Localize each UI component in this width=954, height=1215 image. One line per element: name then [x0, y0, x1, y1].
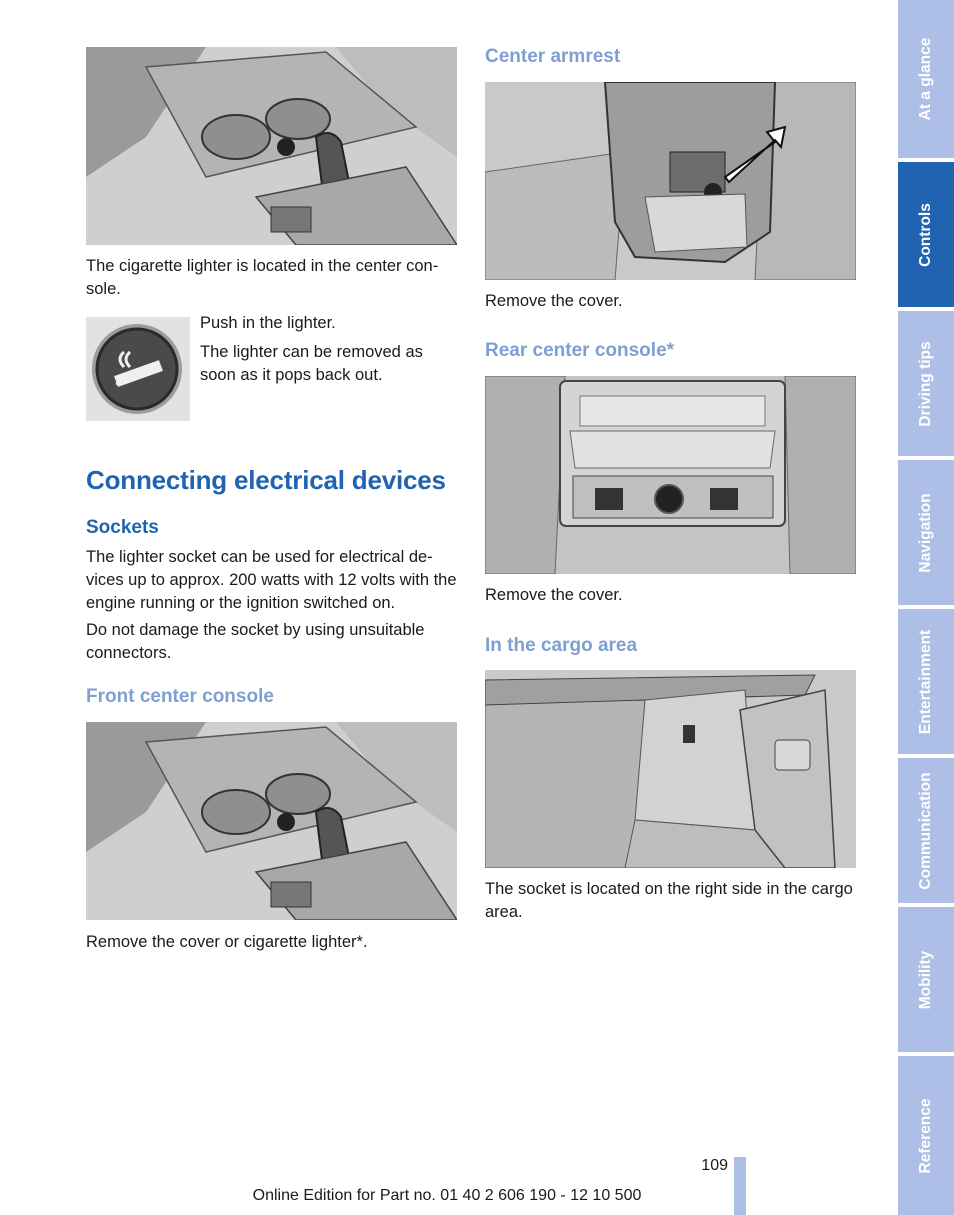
- cargo-heading: In the cargo area: [485, 635, 638, 656]
- page-number-bar: [734, 1157, 746, 1215]
- footer-edition-text: Online Edition for Part no. 01 40 2 606 190 - 12 10 500: [252, 1187, 642, 1204]
- sockets-heading: Sockets: [86, 517, 159, 538]
- tab-controls[interactable]: Controls: [898, 162, 954, 307]
- tab-at-a-glance[interactable]: At a glance: [898, 0, 954, 158]
- cargo-caption: The socket is located on the right side in the cargo area.: [485, 880, 853, 921]
- center-armrest-figure: [485, 82, 856, 280]
- lighter-location-caption: The cigarette lighter is located in the center con-sole.: [86, 257, 439, 298]
- tab-driving-tips[interactable]: Driving tips: [898, 311, 954, 456]
- front-console-heading: Front center console: [86, 686, 274, 707]
- tab-navigation[interactable]: Navigation: [898, 460, 954, 605]
- rear-console-heading: Rear center console*: [485, 340, 675, 361]
- lighter-instruction-remove: The lighter can be removed as soon as it pops back out.: [200, 343, 423, 384]
- sockets-paragraph-1: The lighter socket can be used for electrical de-vices up to approx. 200 watts with 12 volts with the engine running or the ignition switched on.: [86, 548, 457, 612]
- front-console-caption: Remove the cover or cigarette lighter*.: [86, 933, 368, 951]
- tab-entertainment[interactable]: Entertainment: [898, 609, 954, 754]
- tab-mobility[interactable]: Mobility: [898, 907, 954, 1052]
- page-number: 109: [701, 1157, 728, 1174]
- tab-communication[interactable]: Communication: [898, 758, 954, 903]
- front-console-figure: [86, 722, 457, 920]
- tab-reference[interactable]: Reference: [898, 1056, 954, 1215]
- page-title: Connecting electrical devices: [86, 465, 446, 495]
- center-console-lighter-figure: [86, 47, 457, 245]
- armrest-heading: Center armrest: [485, 46, 621, 67]
- armrest-caption: Remove the cover.: [485, 292, 623, 310]
- lighter-instruction-push: Push in the lighter.: [200, 314, 336, 332]
- rear-console-figure: [485, 376, 856, 574]
- sockets-paragraph-2: Do not damage the socket by using unsuitable connectors.: [86, 621, 425, 662]
- rear-console-caption: Remove the cover.: [485, 586, 623, 604]
- lighter-icon-figure: [86, 317, 190, 421]
- cargo-area-figure: [485, 670, 856, 868]
